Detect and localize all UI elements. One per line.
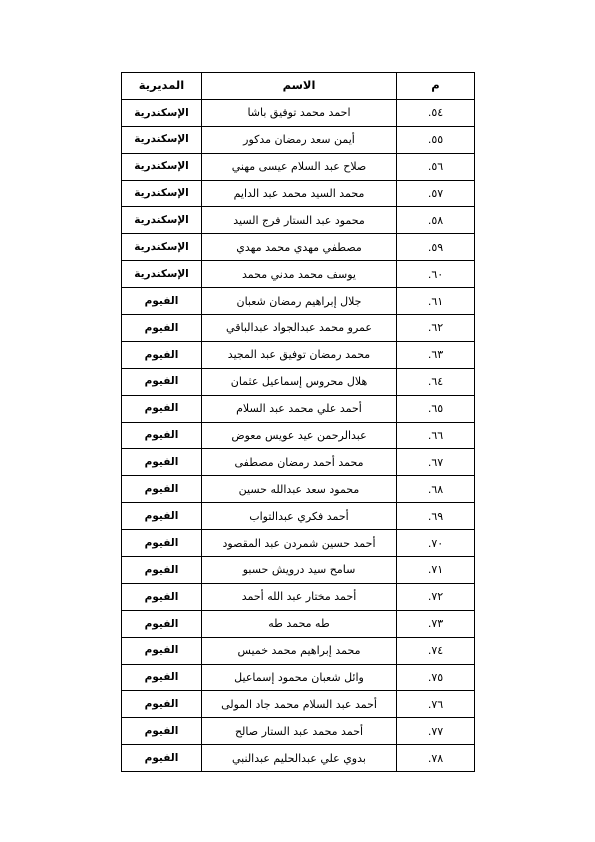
row-directorate: الإسكندرية [122, 153, 202, 180]
table-row [122, 718, 475, 745]
row-name: محمود سعد عبدالله حسين [202, 476, 397, 503]
row-directorate: الفيوم [122, 637, 202, 664]
row-name: سامح سيد درويش حسبو [202, 557, 397, 584]
table-row [122, 207, 475, 234]
row-number: ٦٨. [397, 476, 475, 503]
row-name: أيمن سعد رمضان مدكور [202, 126, 397, 153]
row-directorate: الفيوم [122, 341, 202, 368]
table-row [122, 315, 475, 342]
table-row [122, 503, 475, 530]
row-directorate: الفيوم [122, 745, 202, 772]
table-row [122, 288, 475, 315]
row-directorate: الفيوم [122, 610, 202, 637]
row-number: ٦١. [397, 288, 475, 315]
header-number: م [397, 73, 475, 100]
row-number: ٥٨. [397, 207, 475, 234]
table-row [122, 691, 475, 718]
row-number: ٧٧. [397, 718, 475, 745]
table-row [122, 637, 475, 664]
row-name: بدوي علي عبدالحليم عبدالنبي [202, 745, 397, 772]
row-number: ٥٩. [397, 234, 475, 261]
table-row [122, 153, 475, 180]
row-number: ٧٢. [397, 583, 475, 610]
table-row [122, 99, 475, 126]
table-row [122, 368, 475, 395]
row-directorate: الإسكندرية [122, 207, 202, 234]
row-number: ٦٤. [397, 368, 475, 395]
row-name: محمد أحمد رمضان مصطفى [202, 449, 397, 476]
row-directorate: الإسكندرية [122, 261, 202, 288]
row-name: أحمد مختار عبد الله أحمد [202, 583, 397, 610]
row-name: أحمد حسين شمردن عبد المقصود [202, 530, 397, 557]
row-directorate: الفيوم [122, 530, 202, 557]
row-name: محمد رمضان توفيق عبد المجيد [202, 341, 397, 368]
row-directorate: الإسكندرية [122, 234, 202, 261]
row-name: محمد إبراهيم محمد خميس [202, 637, 397, 664]
row-number: ٧٠. [397, 530, 475, 557]
row-number: ٧٥. [397, 664, 475, 691]
row-directorate: الفيوم [122, 557, 202, 584]
table-row [122, 234, 475, 261]
row-directorate: الفيوم [122, 691, 202, 718]
row-directorate: الفيوم [122, 476, 202, 503]
table-header-row [122, 73, 475, 100]
table-row [122, 180, 475, 207]
row-number: ٦٠. [397, 261, 475, 288]
row-directorate: الفيوم [122, 315, 202, 342]
row-directorate: الفيوم [122, 664, 202, 691]
table-row [122, 449, 475, 476]
row-directorate: الفيوم [122, 449, 202, 476]
row-directorate: الفيوم [122, 422, 202, 449]
row-number: ٦٧. [397, 449, 475, 476]
table-row [122, 395, 475, 422]
table-row [122, 664, 475, 691]
table-row [122, 126, 475, 153]
table-row [122, 610, 475, 637]
table-row [122, 261, 475, 288]
row-name: مصطفي مهدي محمد مهدي [202, 234, 397, 261]
row-name: محمد السيد محمد عبد الدايم [202, 180, 397, 207]
row-directorate: الفيوم [122, 583, 202, 610]
row-number: ٦٦. [397, 422, 475, 449]
row-number: ٧٤. [397, 637, 475, 664]
row-name: أحمد عبد السلام محمد جاد المولى [202, 691, 397, 718]
row-name: أحمد علي محمد عبد السلام [202, 395, 397, 422]
table-body [122, 99, 475, 771]
row-name: يوسف محمد مدني محمد [202, 261, 397, 288]
row-directorate: الإسكندرية [122, 99, 202, 126]
row-number: ٥٦. [397, 153, 475, 180]
table-row [122, 422, 475, 449]
row-number: ٥٥. [397, 126, 475, 153]
names-table [121, 72, 475, 772]
row-name: صلاح عبد السلام عيسى مهني [202, 153, 397, 180]
row-directorate: الفيوم [122, 368, 202, 395]
row-name: طه محمد طه [202, 610, 397, 637]
row-name: وائل شعبان محمود إسماعيل [202, 664, 397, 691]
row-name: عمرو محمد عبدالجواد عبدالباقي [202, 315, 397, 342]
row-directorate: الفيوم [122, 503, 202, 530]
row-number: ٧٣. [397, 610, 475, 637]
row-number: ٧١. [397, 557, 475, 584]
row-number: ٦٥. [397, 395, 475, 422]
table-row [122, 745, 475, 772]
row-number: ٦٢. [397, 315, 475, 342]
row-directorate: الفيوم [122, 288, 202, 315]
row-number: ٧٨. [397, 745, 475, 772]
row-number: ٦٣. [397, 341, 475, 368]
row-number: ٦٩. [397, 503, 475, 530]
row-number: ٥٧. [397, 180, 475, 207]
row-name: عبدالرحمن عيد عويس معوض [202, 422, 397, 449]
table-row [122, 341, 475, 368]
table-row [122, 557, 475, 584]
table-row [122, 583, 475, 610]
header-directorate: المديرية [122, 73, 202, 100]
row-name: هلال محروس إسماعيل عثمان [202, 368, 397, 395]
row-directorate: الفيوم [122, 395, 202, 422]
table-row [122, 530, 475, 557]
row-name: احمد محمد توفيق باشا [202, 99, 397, 126]
row-name: جلال إبراهيم رمضان شعبان [202, 288, 397, 315]
row-name: محمود عبد الستار فرج السيد [202, 207, 397, 234]
row-directorate: الفيوم [122, 718, 202, 745]
row-number: ٥٤. [397, 99, 475, 126]
row-number: ٧٦. [397, 691, 475, 718]
table-row [122, 476, 475, 503]
row-name: أحمد فكري عبدالتواب [202, 503, 397, 530]
row-name: أحمد محمد عبد الستار صالح [202, 718, 397, 745]
row-directorate: الإسكندرية [122, 126, 202, 153]
header-name: الاسم [202, 73, 397, 100]
row-directorate: الإسكندرية [122, 180, 202, 207]
